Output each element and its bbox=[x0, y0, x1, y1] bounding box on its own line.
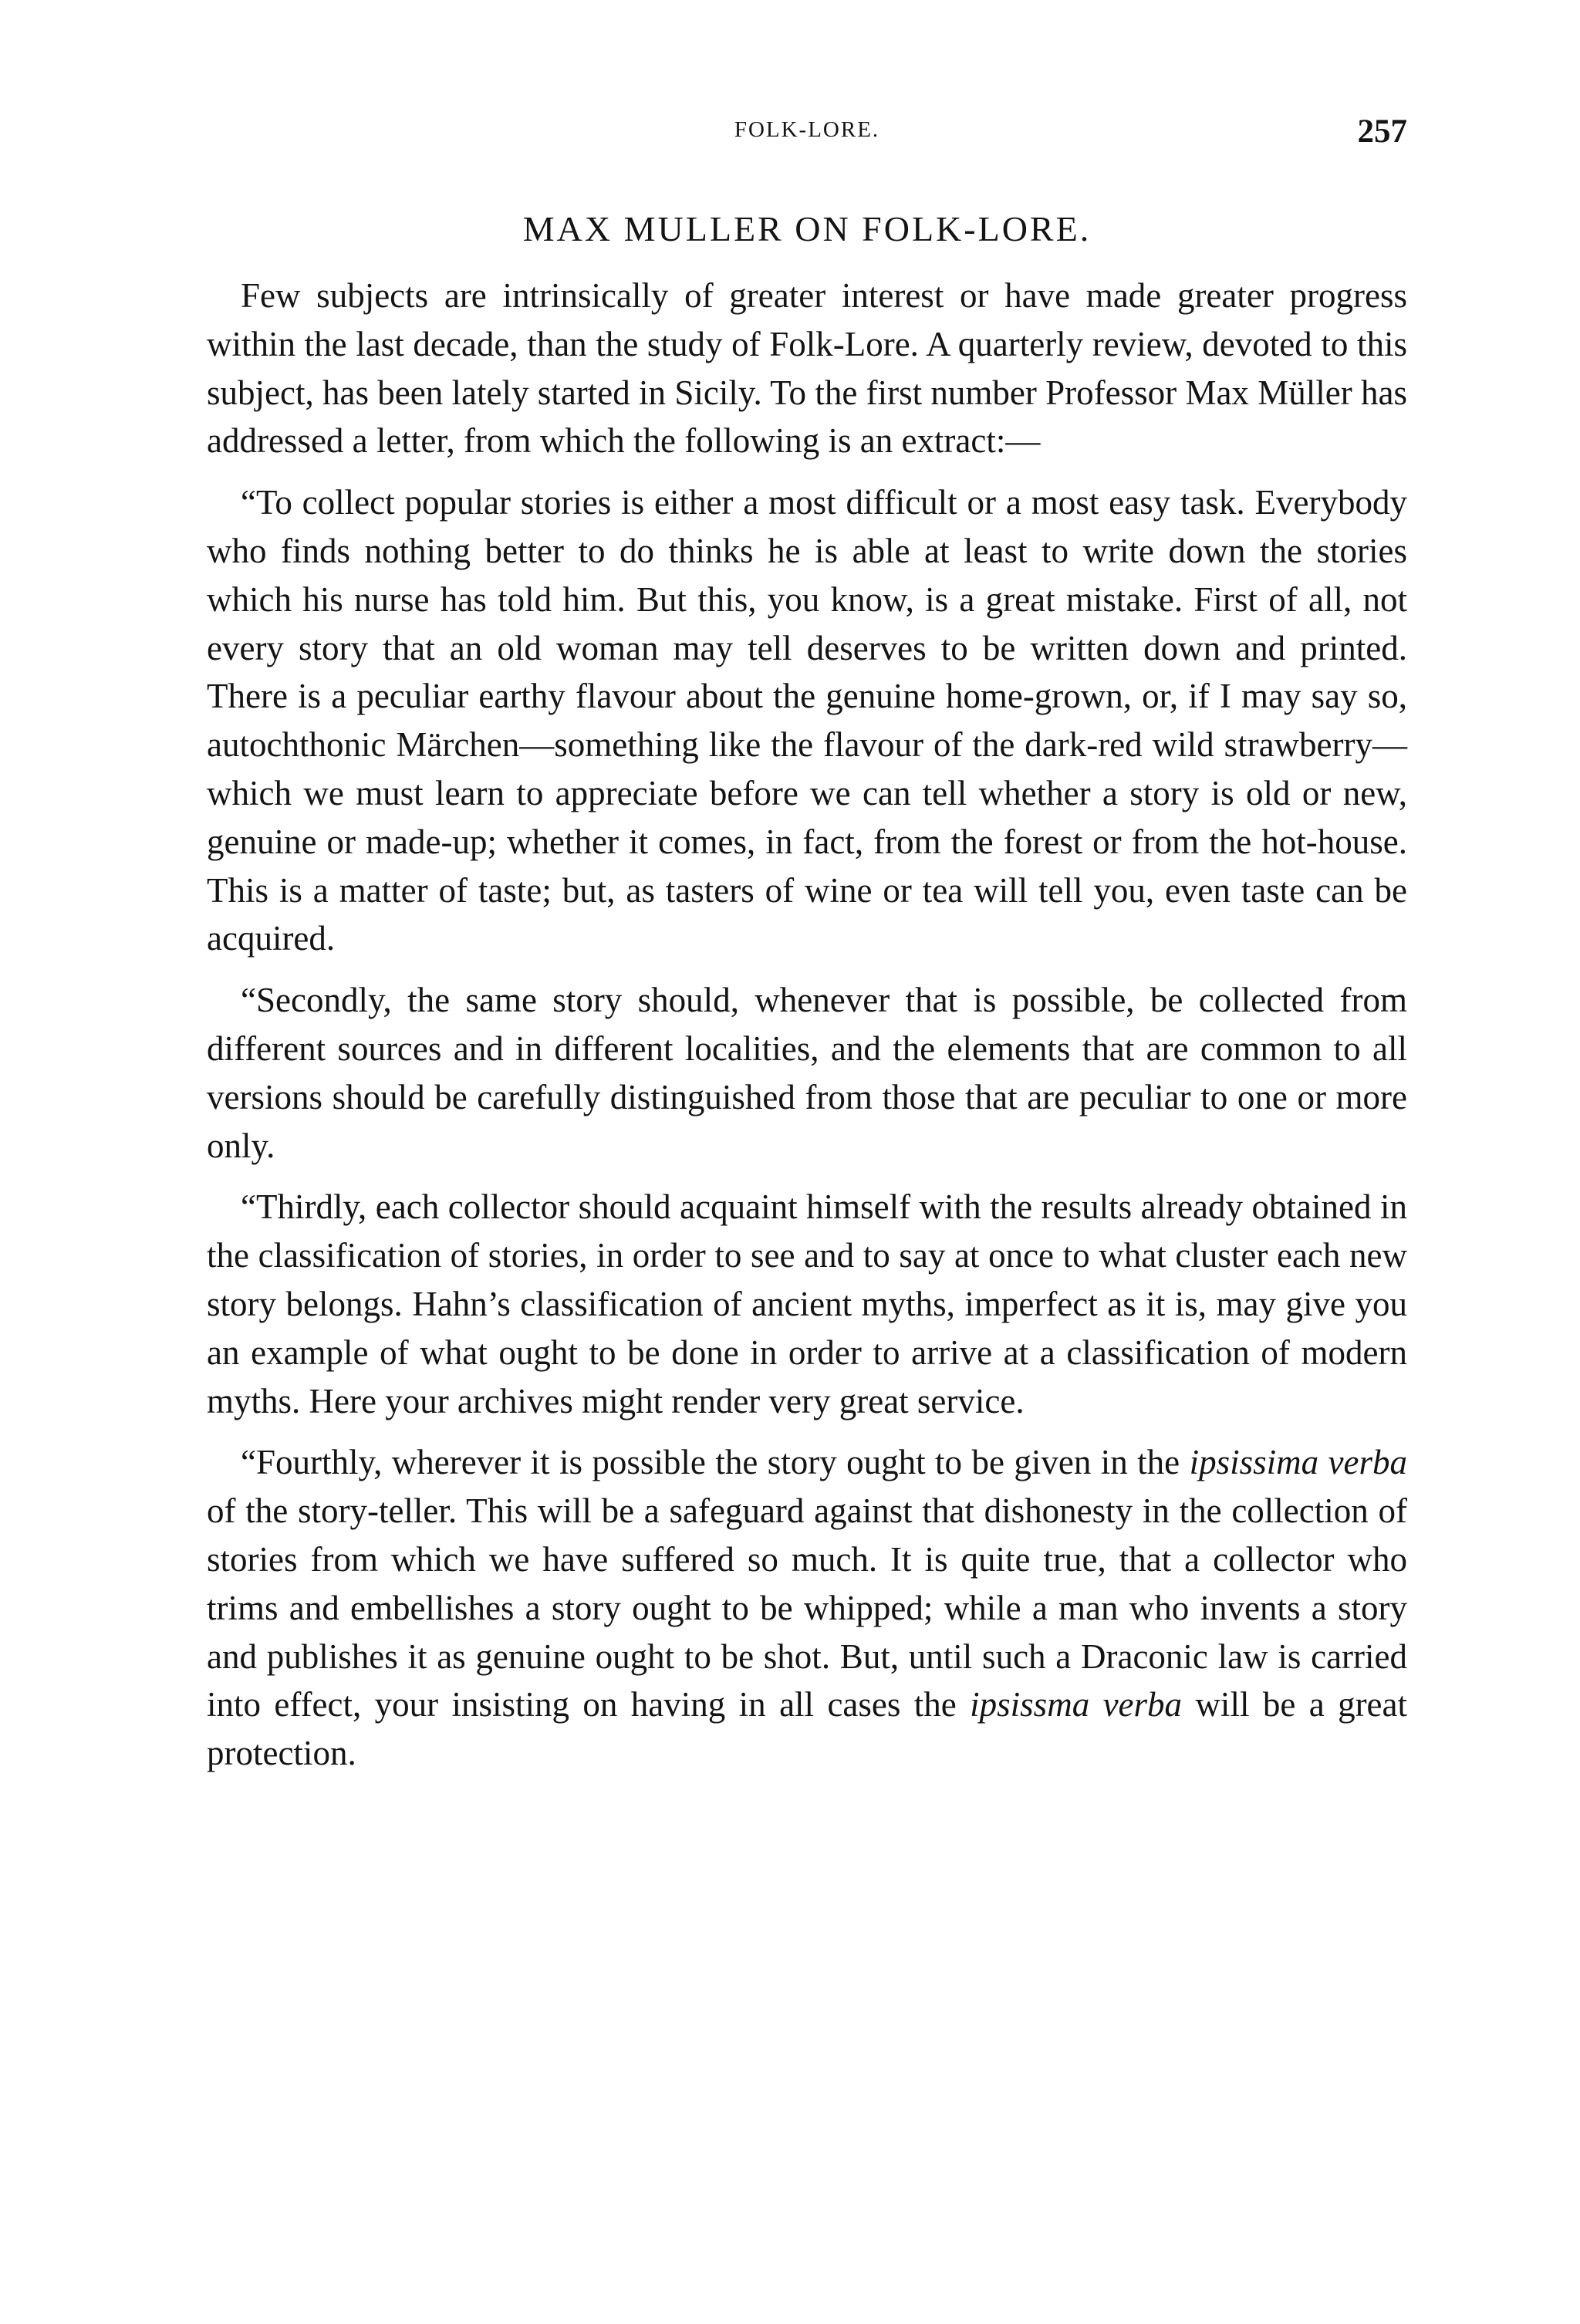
paragraph-third-point: “Thirdly, each collector should acquaint himself with the results already obtained in the classification of stories, in order to see and to say at once to what cluster each new story belongs. Hahn’s classification of ancient myths, imperfect as it is, may give you an example of what ought to be done in order to arrive at a classification of modern myths. Here your archives might render very great service. bbox=[207, 1187, 1407, 1420]
italic-phrase: ipsissima verba bbox=[1189, 1443, 1407, 1482]
fourth-point-text-middle: of the story-teller. This will be a safeguard against that dishonesty in the collection of stories from which we have suffered so much. It is quite true, that a collector who trims and embellishes a story ought to be whipped; while a man who invents a story and publishes it as genuine ought to be shot. But, until such a Draconic law is carried into effect, your insisting on having in all cases the bbox=[207, 1491, 1407, 1724]
article-body bbox=[207, 272, 1407, 1791]
paragraph-fourth-point bbox=[207, 1438, 1407, 1778]
fourth-point-text-start: “Fourthly, wherever it is possible the story ought to be given in the bbox=[241, 1443, 1190, 1482]
paragraph-second-point: “Secondly, the same story should, whenever that is possible, be collected from different sources and in different localities, and the elements that are common to all versions should be carefully distinguished from those that are peculiar to one or more only. bbox=[207, 981, 1407, 1165]
running-head bbox=[207, 113, 1407, 160]
fourth-point-text-end: will be a great protection. bbox=[207, 1685, 1407, 1773]
page-number: 257 bbox=[1357, 113, 1407, 150]
paragraph-intro: Few subjects are intrinsically of greater interest or have made greater progress within the last decade, than the study of Folk-Lore. A quarterly review, devoted to this subject, has been lately started in Sicily. To the first number Professor Max Müller has addressed a letter, from which the following is an extract:— bbox=[207, 276, 1407, 461]
running-title: FOLK-LORE. bbox=[734, 117, 880, 142]
paragraph-first-point: “To collect popular stories is either a most difficult or a most easy task. Everybody who finds nothing better to do thinks he is able at least to write down the stories which his nurse has told him. But this, you know, is a great mistake. First of all, not every story that an old woman may tell deserves to be written down and printed. There is a peculiar earthy flavour about the genuine home-grown, or, if I may say so, autochthonic Märchen—something like the flavour of the dark-red wild strawberry—which we must learn to appreciate before we can tell whether a story is old or new, genuine or made-up; whether it comes, in fact, from the forest or from the hot-house. This is a matter of taste; but, as tasters of wine or tea will tell you, even taste can be acquired. bbox=[207, 483, 1407, 958]
article-title: MAX MULLER ON FOLK-LORE. bbox=[522, 209, 1092, 248]
italic-phrase: ipsissma verba bbox=[970, 1685, 1183, 1724]
